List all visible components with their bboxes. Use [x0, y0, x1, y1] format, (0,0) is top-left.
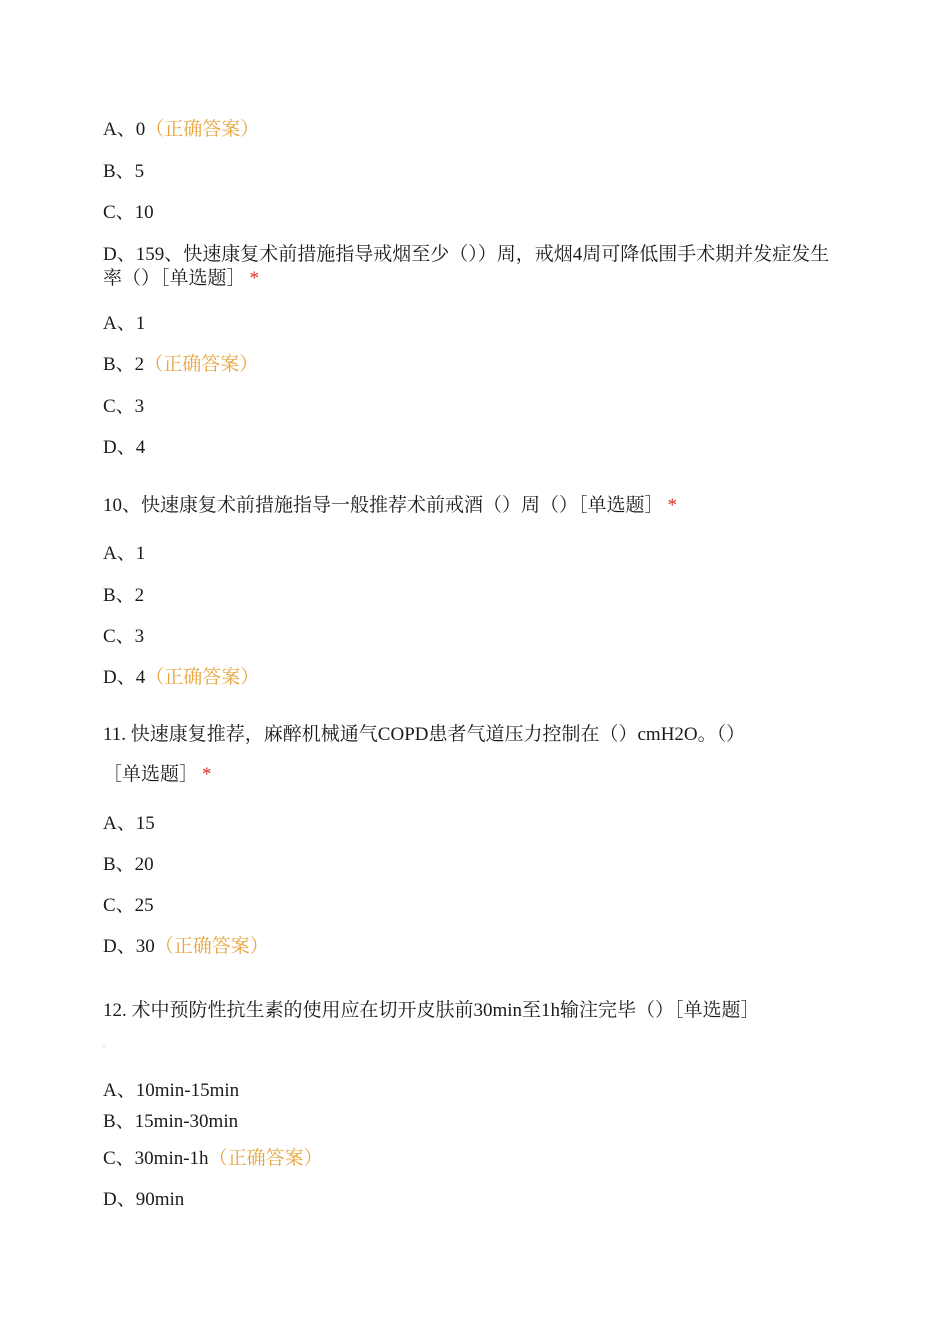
option-text: A、1 [103, 313, 146, 334]
correct-answer-tag: （正确答案） [145, 667, 260, 688]
option-text: C、3 [103, 396, 145, 417]
correct-answer-tag: （正确答案） [145, 119, 260, 140]
question-12 [103, 999, 760, 1023]
option-q9-c [103, 395, 144, 419]
option-q10-b [103, 584, 144, 608]
required-mark: * [249, 268, 260, 289]
option-text: B、2 [103, 585, 145, 606]
stray-dot: . [103, 1040, 105, 1049]
question-10 [103, 494, 677, 518]
option-q8-a [103, 118, 259, 142]
option-q11-c [103, 894, 154, 918]
required-mark: * [202, 764, 212, 785]
option-text: D、4 [103, 667, 146, 688]
option-text: B、20 [103, 854, 154, 875]
option-q11-a [103, 812, 155, 836]
option-q8-d-question-9 [103, 243, 843, 291]
option-text: C、30min-1h [103, 1148, 209, 1169]
option-q10-a [103, 542, 145, 566]
option-q8-b [103, 160, 144, 184]
option-q9-a [103, 312, 145, 336]
option-text: A、0 [103, 119, 146, 140]
option-text: B、2 [103, 354, 145, 375]
correct-answer-tag: （正确答案） [208, 1148, 323, 1169]
option-text: C、3 [103, 626, 145, 647]
option-q12-b [103, 1110, 238, 1134]
option-q9-d [103, 436, 145, 460]
option-text: B、15min-30min [103, 1111, 239, 1132]
option-q10-c [103, 625, 144, 649]
option-q9-b [103, 353, 258, 377]
option-text: C、10 [103, 202, 154, 223]
question-text: 10、快速康复术前措施指导一般推荐术前戒酒（）周（）［单选题］ [103, 495, 664, 516]
option-text: B、5 [103, 161, 145, 182]
option-text: D、90min [103, 1189, 185, 1210]
question-text: 12. 术中预防性抗生素的使用应在切开皮肤前30min至1h输注完毕（）［单选题］ [103, 1000, 760, 1021]
option-q11-b [103, 853, 154, 877]
option-q12-c [103, 1147, 323, 1171]
option-q10-d [103, 666, 259, 690]
question-11 [103, 723, 745, 747]
option-text: A、15 [103, 813, 155, 834]
option-q8-c [103, 201, 154, 225]
option-text: A、1 [103, 543, 146, 564]
required-mark: * [667, 495, 678, 516]
option-text: C、25 [103, 895, 154, 916]
question-type-label: ［单选题］ [103, 764, 199, 785]
option-text: D、30 [103, 936, 155, 957]
correct-answer-tag: （正确答案） [144, 354, 259, 375]
option-q11-d [103, 935, 269, 959]
option-text: D、4 [103, 437, 146, 458]
option-q12-a [103, 1079, 239, 1103]
question-text: D、159、快速康复术前措施指导戒烟至少（））周，戒烟4周可降低围手术期并发症发生率（）［单选题］ [103, 244, 830, 289]
option-q12-d [103, 1188, 184, 1212]
option-text: A、10min-15min [103, 1080, 240, 1101]
question-11-type [103, 763, 212, 787]
correct-answer-tag: （正确答案） [154, 936, 269, 957]
question-text: 11. 快速康复推荐，麻醉机械通气COPD患者气道压力控制在（）cmH2O。（） [103, 724, 746, 745]
